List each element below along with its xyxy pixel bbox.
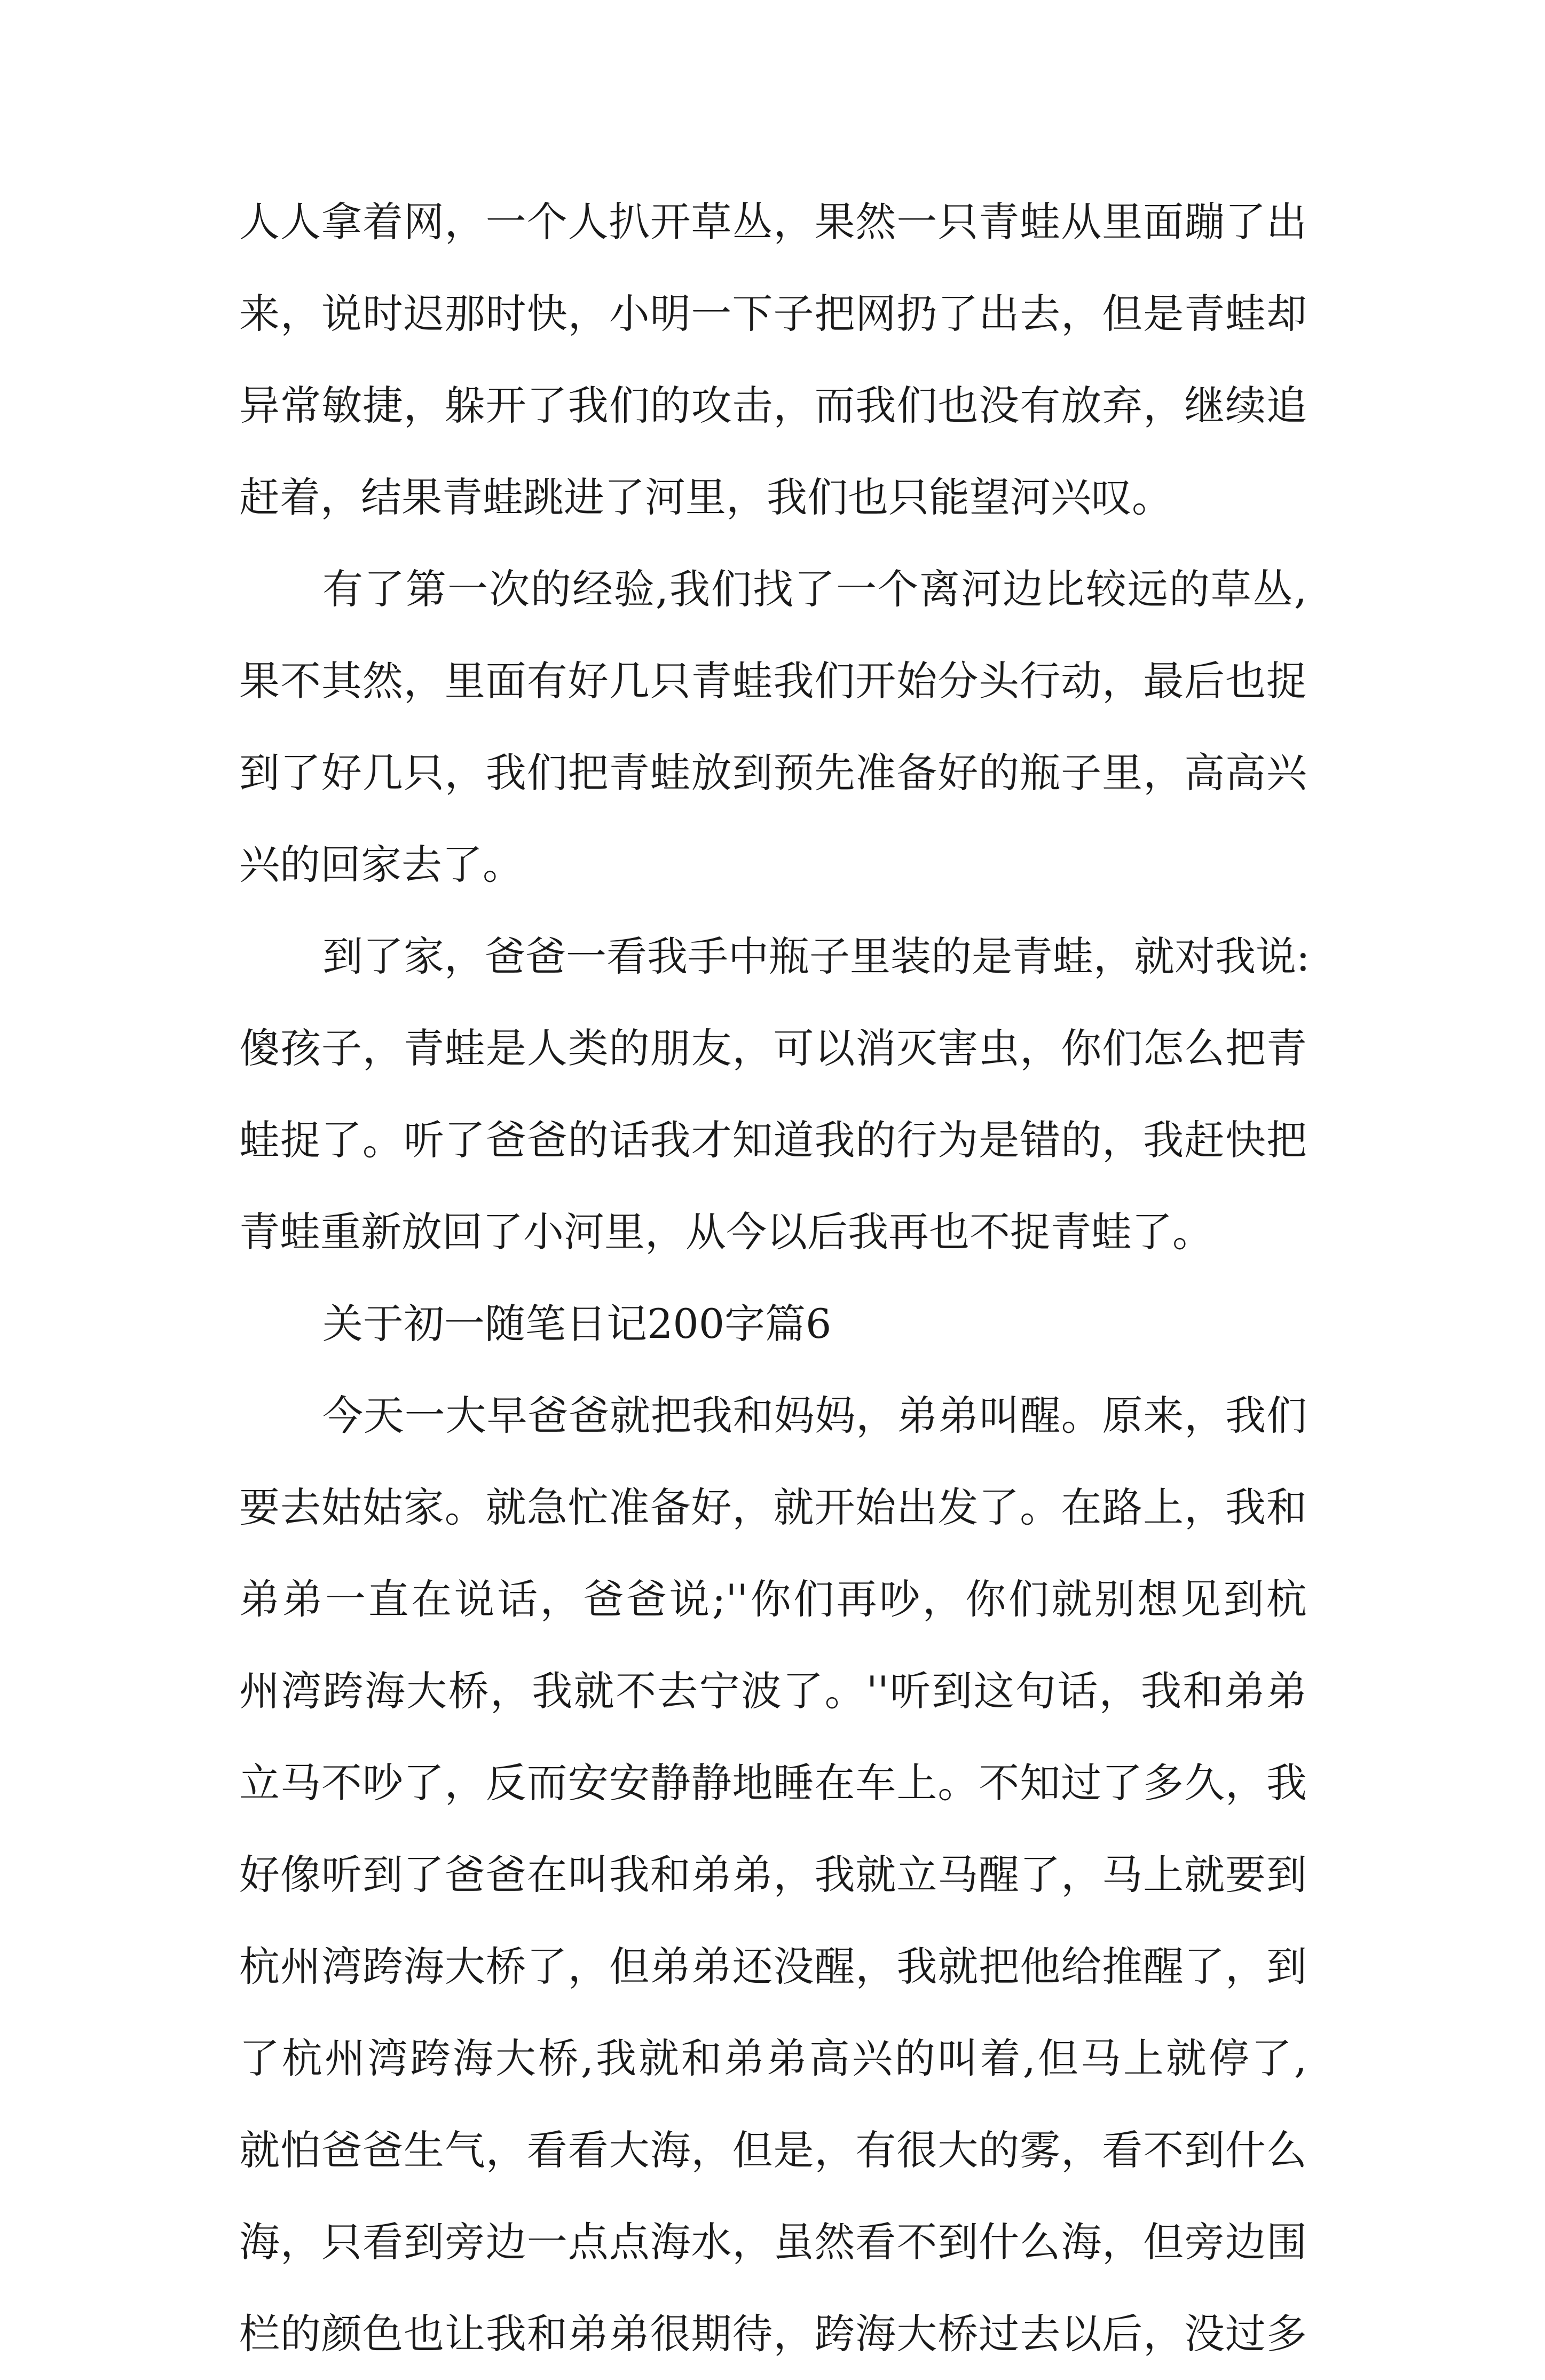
paragraph-first-line: 今天一大早爸爸就把我和妈妈，弟弟叫醒。原来，我们 bbox=[322, 1392, 1307, 1439]
text-line: 弟弟一直在说话，爸爸说;''你们再吵，你们就别想见到杭 bbox=[239, 1575, 1307, 1623]
text-line: 杭州湾跨海大桥了，但弟弟还没醒，我就把他给推醒了，到 bbox=[239, 1943, 1307, 1990]
text-line: 异常敏捷，躲开了我们的攻击，而我们也没有放弃，继续追 bbox=[239, 382, 1307, 429]
document-body bbox=[239, 176, 1310, 2380]
paragraph-first-line: 有了第一次的经验,我们找了一个离河边比较远的草丛, bbox=[322, 565, 1307, 613]
text-line: 州湾跨海大桥，我就不去宁波了。''听到这句话，我和弟弟 bbox=[239, 1667, 1307, 1715]
text-line: 海，只看到旁边一点点海水，虽然看不到什么海，但旁边围 bbox=[239, 2218, 1307, 2266]
text-line: 栏的颜色也让我和弟弟很期待，跨海大桥过去以后，没过多 bbox=[239, 2310, 1307, 2358]
text-line: 人人拿着网，一个人扒开草丛，果然一只青蛙从里面蹦了出 bbox=[239, 198, 1307, 246]
text-line: 要去姑姑家。就急忙准备好，就开始出发了。在路上，我和 bbox=[239, 1484, 1307, 1531]
paragraph-first-line: 到了家，爸爸一看我手中瓶子里装的是青蛙，就对我说: bbox=[322, 933, 1310, 980]
text-line: 好像听到了爸爸在叫我和弟弟，我就立马醒了，马上就要到 bbox=[239, 1851, 1307, 1898]
text-line: 青蛙重新放回了小河里，从今以后我再也不捉青蛙了。 bbox=[239, 1208, 1213, 1256]
text-line: 来，说时迟那时快，小明一下子把网扔了出去，但是青蛙却 bbox=[239, 290, 1307, 337]
text-line: 蛙捉了。听了爸爸的话我才知道我的行为是错的，我赶快把 bbox=[239, 1116, 1307, 1164]
text-line: 立马不吵了，反而安安静静地睡在车上。不知过了多久，我 bbox=[239, 1759, 1307, 1807]
text-line: 就怕爸爸生气，看看大海，但是，有很大的雾，看不到什么 bbox=[239, 2126, 1307, 2174]
text-line: 到了好几只，我们把青蛙放到预先准备好的瓶子里，高高兴 bbox=[239, 749, 1307, 797]
text-line: 傻孩子，青蛙是人类的朋友，可以消灭害虫，你们怎么把青 bbox=[239, 1024, 1307, 1072]
text-line: 兴的回家去了。 bbox=[239, 841, 523, 888]
text-line: 了杭州湾跨海大桥,我就和弟弟高兴的叫着,但马上就停了, bbox=[239, 2035, 1307, 2082]
text-line: 赶着，结果青蛙跳进了河里，我们也只能望河兴叹。 bbox=[239, 474, 1172, 521]
section-heading: 关于初一随笔日记200字篇6 bbox=[322, 1300, 832, 1347]
text-line: 果不其然，里面有好几只青蛙我们开始分头行动，最后也捉 bbox=[239, 657, 1307, 705]
